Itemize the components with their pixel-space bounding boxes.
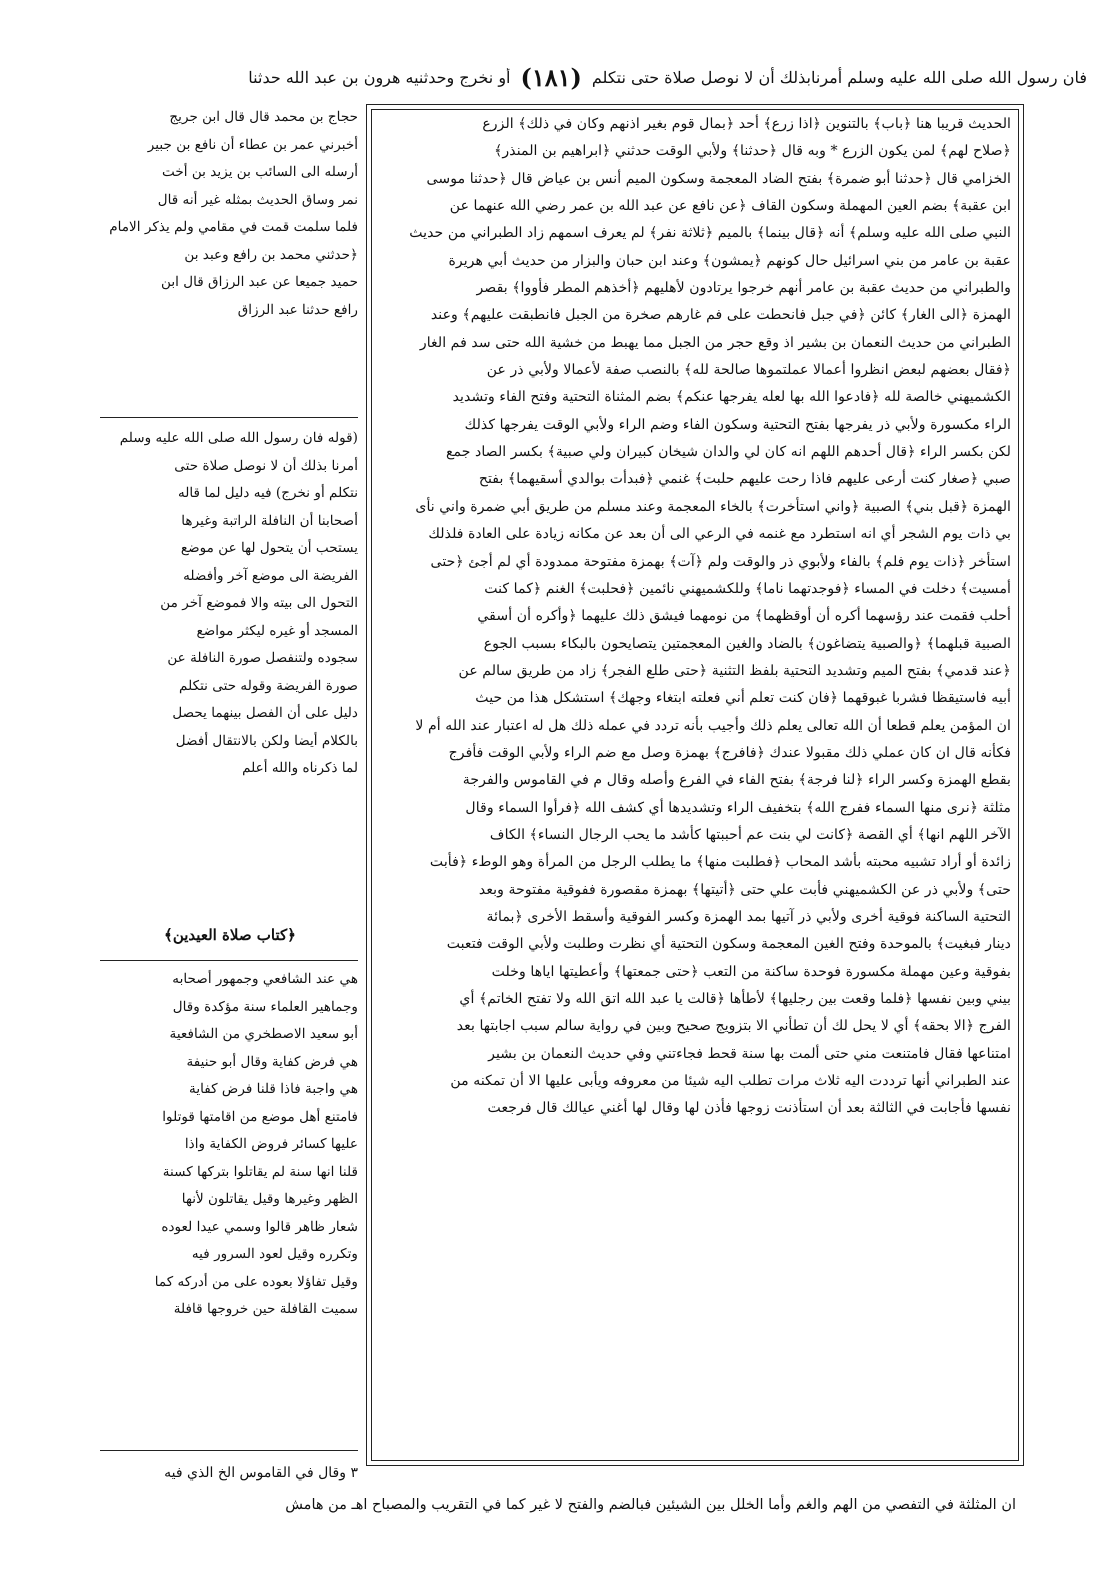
commentary-line: الهمزة ﴿الى الغار﴾ كائن ﴿في جبل فانحطت على فم غارهم صخرة من الجبل فانطبقت عليهم﴾ وعند bbox=[430, 307, 1011, 324]
commentary-side-line: التحول الى بيته والا فموضع آخر من bbox=[160, 595, 358, 611]
hadith-line: أرسله الى السائب بن يزيد بن أخت bbox=[161, 164, 358, 180]
commentary-line: ابن عقبة﴾ بضم العين المهملة وسكون القاف ﴿عن نافع عن عبد الله بن عمر رضي الله عنهما عن bbox=[449, 198, 1011, 215]
commentary-line: فكأنه قال ان كان عملي ذلك مقبولا عندك ﴿فافرج﴾ بهمزة وصل مع ضم الراء ولأبي الوقت فأفرج bbox=[448, 744, 1011, 761]
commentary-side-line: لما ذكرناه والله أعلم bbox=[242, 760, 358, 776]
commentary-line: نفسها فأجابت في الثالثة بعد أن استأذنت زوجها فأذن لها وقال لها أغني عيالك قال فرجعت bbox=[487, 1100, 1011, 1117]
commentary-side-line: عليها كسائر فروض الكفاية واذا bbox=[184, 1136, 358, 1152]
commentary-side-line: وجماهير العلماء سنة مؤكدة وقال bbox=[172, 998, 358, 1015]
commentary-side-line: بالكلام أيضا ولكن بالانتقال أفضل bbox=[175, 732, 358, 749]
commentary-line: صبي ﴿صغار كنت أرعى عليهم فاذا رحت عليهم حلبت﴾ غنمي ﴿فبدأت بوالدي أسقيهما﴾ بفتح bbox=[478, 471, 1011, 488]
commentary-side-line: سميت القافلة حين خروجها قافلة bbox=[173, 1301, 358, 1317]
commentary-line: بفوقية وعين مهملة مكسورة فوحدة ساكنة من التعب ﴿حتى جمعتها﴾ وأعطيتها اياها وخلت bbox=[491, 963, 1011, 980]
commentary-line: أبيه فاستيقظا فشربا غبوقهما ﴿فان كنت تعلم أني فعلته ابتغاء وجهك﴾ استشكل هذا من حيث bbox=[475, 690, 1011, 707]
commentary-side-line: شعار ظاهر قالوا وسمي عيدا لعوده bbox=[161, 1218, 358, 1235]
chapter-heading-kitab: ﴿كتاب صلاة العيدين﴾ bbox=[164, 926, 296, 944]
footnote-side: ٣ وقال في القاموس الخ الذي فيه bbox=[164, 1465, 358, 1481]
commentary-side-line: الفريضة الى موضع آخر وأفضله bbox=[183, 567, 358, 584]
commentary-side-line: نتكلم أو نخرج) فيه دليل لما قاله bbox=[177, 485, 358, 501]
commentary-side-line: هي واجبة فاذا قلنا فرض كفاية bbox=[189, 1081, 358, 1097]
header-running-text-left: أو نخرج وحدثنيه هرون بن عبد الله حدثنا bbox=[248, 67, 511, 87]
commentary-line: حتى﴾ ولأبي ذر عن الكشميهني فأبت علي حتى ﴿أتيتها﴾ بهمزة مقصورة ففوقية مفتوحة وبعد bbox=[478, 881, 1011, 898]
page-header bbox=[96, 60, 1087, 94]
commentary-line: أمسيت﴾ دخلت في المساء ﴿فوجدتهما ناما﴾ وللكشميهني نائمين ﴿فحلبت﴾ الغنم ﴿كما كنت bbox=[484, 580, 1011, 597]
commentary-side-line: سجوده ولتنفصل صورة النافلة عن bbox=[167, 650, 358, 666]
commentary-line: النبي صلى الله عليه وسلم﴾ أنه ﴿قال بينما﴾ بالميم ﴿ثلاثة نفر﴾ لم يعرف اسمهم زاد الطبراني من حديث bbox=[409, 225, 1011, 242]
commentary-line: التحتية الساكنة فوقية أخرى ولأبي ذر آتيها بمد الهمزة وكسر الفوقية وأسقط الأخرى ﴿بمائة bbox=[486, 908, 1011, 925]
commentary-side-line: الظهر وغيرها وقيل يقاتلون لأنها bbox=[181, 1191, 358, 1207]
commentary-line: استأخر ﴿ذات يوم فلم﴾ بالفاء ولأبوي ذر والوقت ولم ﴿آت﴾ بهمزة مفتوحة ممدودة أي لم أجئ ﴿حتى bbox=[430, 553, 1011, 570]
commentary-line: ﴿صلاح لهم﴾ لمن يكون الزرع * وبه قال ﴿حدثنا﴾ ولأبي الوقت حدثني ﴿ابراهيم بن المنذر﴾ bbox=[494, 143, 1011, 160]
commentary-side-line: (قوله فان رسول الله صلى الله عليه وسلم bbox=[119, 430, 358, 446]
commentary-line: ﴿عند قدمي﴾ بفتح الميم وتشديد التحتية بلفظ التثنية ﴿حتى طلع الفجر﴾ زاد من طريق سالم عن bbox=[458, 662, 1011, 679]
main-commentary-text bbox=[379, 111, 1011, 1459]
commentary-line: الآخر اللهم انها﴾ أي القصة ﴿كانت لي بنت عم أحببتها كأشد ما يحب الرجال النساء﴾ الكاف bbox=[489, 826, 1011, 843]
commentary-side-line: هي فرض كفاية وقال أبو حنيفة bbox=[186, 1053, 358, 1070]
hadith-line: فلما سلمت قمت في مقامي ولم يذكر الامام bbox=[109, 219, 358, 235]
hadith-line: حميد جميعا عن عبد الرزاق قال ابن bbox=[160, 274, 358, 290]
nawawi-commentary-text bbox=[100, 425, 358, 783]
commentary-line: الكشميهني خالصة لله ﴿فادعوا الله بها لعله يفرجها عنكم﴾ بضم المثناة التحتية وفتح الفاء وتشديد bbox=[452, 389, 1011, 406]
commentary-side-line: أبو سعيد الاصطخري من الشافعية bbox=[169, 1026, 358, 1042]
page-number: (١٨١) bbox=[520, 62, 582, 92]
commentary-side-line: قلنا انها سنة لم يقاتلوا بتركها كسنة bbox=[162, 1163, 358, 1180]
commentary-side-line: فامتنع أهل موضع من اقامتها قوتلوا bbox=[162, 1108, 358, 1125]
commentary-line: الحديث قريبا هنا ﴿باب﴾ بالتنوين ﴿اذا زرع﴾ أحد ﴿بمال قوم بغير اذنهم وكان في ذلك﴾ الزرع bbox=[482, 116, 1011, 132]
footnote-divider-rule bbox=[100, 1450, 358, 1451]
commentary-side-line: هي عند الشافعي وجمهور أصحابه bbox=[172, 971, 358, 987]
commentary-line: أحلب فقمت عند رؤسهما أكره أن أوقظهما﴾ من نومهما فيشق ذلك عليهما ﴿وأكره أن أسقي bbox=[477, 608, 1011, 625]
commentary-line: دينار فبغيت﴾ بالموحدة وفتح الغين المعجمة وسكون التحتية أي نظرت وطلبت ولأبي الوقت فتعبت bbox=[446, 936, 1011, 953]
hadith-line: رافع حدثنا عبد الرزاق bbox=[237, 301, 358, 318]
chapter-divider-rule bbox=[100, 960, 358, 961]
commentary-line: الفرج ﴿الا بحقه﴾ أي لا يحل لك أن تطأني الا بتزويج صحيح وبين في رواية سالم سبب اجابتها بعد bbox=[456, 1018, 1011, 1035]
commentary-line: الصبية قبلهما﴾ ﴿والصبية يتضاغون﴾ بالضاد والغين المعجمتين يتصايحون بالبكاء بسبب الجوع bbox=[483, 635, 1011, 652]
commentary-side-line: المسجد أو غيره ليكثر مواضع bbox=[196, 622, 358, 639]
header-running-text-right: فان رسول الله صلى الله عليه وسلم أمرنابذلك أن لا نوصل صلاة حتى نتكلم bbox=[591, 67, 1087, 87]
hadith-line: أخبرني عمر بن عطاء أن نافع بن جبير bbox=[147, 136, 358, 153]
nawawi-commentary-text-bottom bbox=[100, 966, 358, 1324]
commentary-line: ﴿فقال بعضهم لبعض انظروا أعمالا عملتموها صالحة لله﴾ بالنصب صفة لأعمالا ولأبي ذر عن bbox=[486, 362, 1011, 379]
main-commentary-frame bbox=[366, 104, 1024, 1466]
commentary-line: الهمزة ﴿قبل بني﴾ الصبية ﴿واني استأخرت﴾ بالخاء المعجمة وعند مسلم من طريق أبي ضمرة واني نأى bbox=[415, 498, 1011, 515]
commentary-side-line: صورة الفريضة وقوله حتى نتكلم bbox=[179, 677, 358, 694]
commentary-line: بيني وبين نفسها ﴿فلما وقعت بين رجليها﴾ لأطأها ﴿قالت يا عبد الله اتق الله ولا تفتح الخاتم﴾ أي bbox=[459, 991, 1011, 1007]
commentary-side-line: دليل على أن الفصل بينهما يحصل bbox=[172, 705, 358, 721]
commentary-line: عقبة بن عامر من بني اسرائيل حال كونهم ﴿يمشون﴾ وعند ابن حبان والبزار من حديث أبي هريرة bbox=[448, 252, 1011, 269]
hadith-line: نمر وساق الحديث بمثله غير أنه قال bbox=[157, 191, 358, 208]
commentary-line: امتناعها فقال فامتنعت مني حتى ألمت بها سنة قحط فجاءتني وفي حديث النعمان بن بشير bbox=[488, 1045, 1011, 1062]
commentary-line: بقطع الهمزة وكسر الراء ﴿لنا فرجة﴾ بفتح الفاء في الفرع وأصله وقال م في القاموس والفرجة bbox=[462, 772, 1011, 789]
commentary-line: زائدة أو أراد تشبيه محبته بأشد المحاب ﴿فطلبت منها﴾ ما يطلب الرجل من المرأة وهو الوطء ﴿فأبت bbox=[429, 854, 1011, 871]
commentary-line: ان المؤمن يعلم قطعا أن الله تعالى يعلم ذلك وأجيب بأنه تردد في عمله ذلك هل له اعتبار عند الله أم لا bbox=[415, 717, 1011, 734]
hadith-line: ﴿حدثني محمد بن رافع وعبد بن bbox=[184, 246, 358, 263]
hadith-line: حجاج بن محمد قال قال ابن جريج bbox=[169, 109, 358, 125]
commentary-side-line: وتكرره وقيل لعود السرور فيه bbox=[191, 1246, 358, 1262]
commentary-line: والطبراني من حديث عقبة بن عامر أنهم خرجوا يرتادون لأهليهم ﴿أخذهم المطر فأووا﴾ بقصر bbox=[476, 280, 1011, 297]
column-divider-rule bbox=[100, 417, 358, 418]
footnote-bottom: ان المثلثة في التفصي من الهم والغم وأما الخلل بين الشيئين فبالضم والفتح لا غير كما في التقريب والمصباح اهـ من هامش bbox=[285, 1497, 1016, 1513]
commentary-line: الخزامي قال ﴿حدثنا أبو ضمرة﴾ بفتح الضاد المعجمة وسكون الميم أنس بن عياض قال ﴿حدثنا موسى bbox=[426, 170, 1011, 187]
commentary-line: الطبراني من حديث النعمان بن بشير اذ وقع حجر من الجبل مما يهبط من خشية الله حتى سد فم الغار bbox=[419, 334, 1011, 351]
commentary-side-line: أصحابنا أن النافلة الراتبة وغيرها bbox=[181, 512, 358, 529]
commentary-line: بي ذات يوم الشجر أي انه استطرد مع غنمه في الرعي الى أن بعد عن مكانه زيادة على العادة فلذلك bbox=[428, 526, 1011, 543]
commentary-line: عند الطبراني أنها ترددت اليه ثلاث مرات تطلب اليه شيئا من معروفه ويأبى عليها الا أن تمكنه من bbox=[450, 1073, 1011, 1090]
commentary-side-line: أمرنا بذلك أن لا نوصل صلاة حتى bbox=[174, 457, 358, 474]
commentary-line: مثلثة ﴿نرى منها السماء ففرج الله﴾ بتخفيف الراء وتشديدها أي كشف الله ﴿فرأوا السماء وقال bbox=[465, 799, 1011, 816]
sahih-muslim-text-top bbox=[100, 104, 358, 324]
commentary-line: الراء مكسورة ولأبي ذر يفرجها بفتح التحتية وسكون الفاء وضم الراء ولأبي الوقت يفرجها كذلك bbox=[464, 416, 1011, 433]
commentary-side-line: وقيل تفاؤلا بعوده على من أدركه كما bbox=[154, 1273, 358, 1290]
commentary-side-line: يستحب أن يتحول لها عن موضع bbox=[180, 540, 358, 556]
commentary-line: لكن بكسر الراء ﴿قال أحدهم اللهم انه كان لي والدان شيخان كبيران ولي صبية﴾ بكسر الصاد جمع bbox=[445, 444, 1011, 461]
